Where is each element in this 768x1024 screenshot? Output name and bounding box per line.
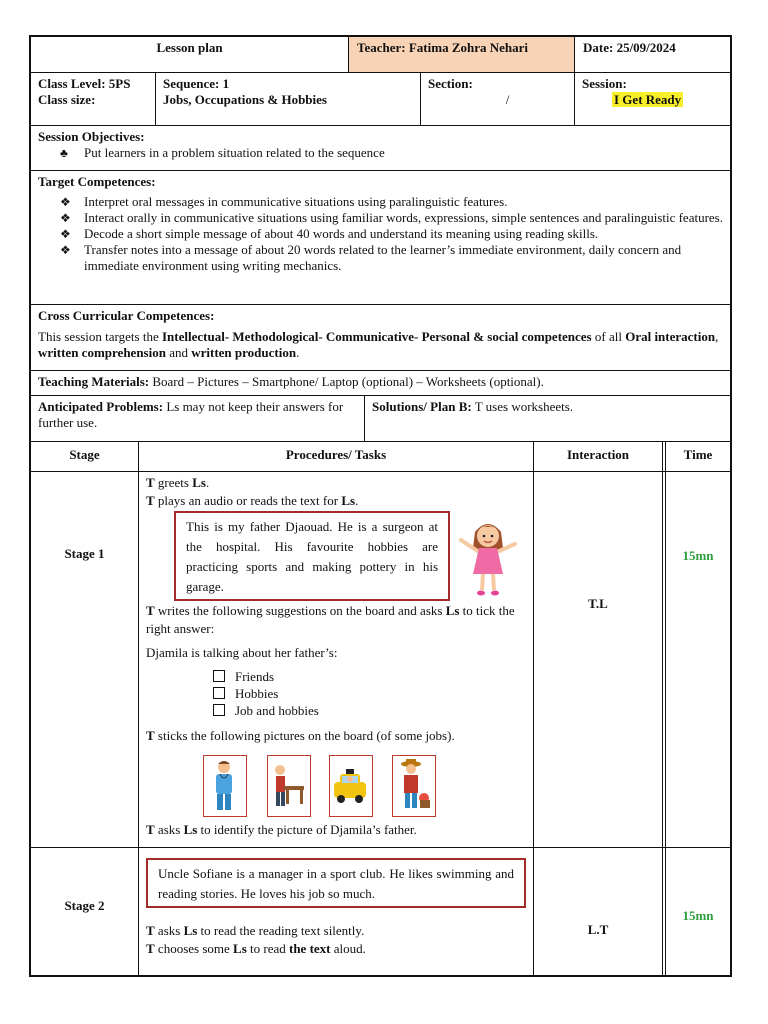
stage1-pictures-instruction: T sticks the following pictures on the board (of some jobs). [146, 728, 455, 743]
solutions-plan-b: Solutions/ Plan B: T uses worksheets. [364, 396, 730, 441]
objectives-heading: Session Objectives: [38, 129, 145, 144]
materials-row [31, 371, 730, 396]
section-cell [420, 73, 574, 125]
cross-curricular-row [31, 305, 730, 371]
class-level-cell [31, 73, 155, 125]
sequence-label: Sequence: 1 [163, 76, 230, 91]
objectives-row [31, 126, 730, 171]
option-job-and-hobbies[interactable]: Job and hobbies [213, 702, 319, 719]
class-info-row [31, 73, 730, 126]
cross-heading: Cross Curricular Competences: [38, 308, 215, 323]
list-item: ❖ Interpret oral messages in communicative situations using paralinguistic features. [60, 194, 508, 209]
girl-illustration [455, 514, 521, 600]
lesson-plan-title: Lesson plan [156, 40, 223, 55]
carpenter-picture [267, 755, 311, 817]
session-cell [574, 73, 730, 125]
stage2-time: 15mn [665, 848, 730, 977]
section-value: / [505, 92, 510, 107]
taxi-driver-picture [329, 755, 373, 817]
class-level: Class Level: 5PS [38, 76, 131, 91]
header-row [31, 37, 730, 73]
stage1-reading-text: This is my father Djaouad. He is a surgeon at the hospital. His favourite hobbies are practicing sports and making pottery in his garage. [174, 511, 450, 601]
anticipated-problems: Anticipated Problems: Ls may not keep their answers for further use. [38, 399, 344, 430]
diamond-bullet-icon: ❖ [60, 227, 71, 241]
stage2-interaction: L.T [533, 848, 663, 977]
table-head-row [31, 442, 730, 472]
stage2-procedures [138, 848, 533, 977]
stage1-row [31, 472, 730, 848]
checkbox-icon[interactable] [213, 670, 225, 682]
stage2-row [31, 848, 730, 977]
club-bullet-icon: ♣ [60, 146, 68, 160]
list-item: ❖ Decode a short simple message of about 40 words and understand its meaning using reading skills. [60, 226, 599, 241]
diamond-bullet-icon: ❖ [60, 195, 71, 209]
stage1-time: 15mn [665, 472, 730, 847]
sequence-title: Jobs, Occupations & Hobbies [163, 92, 327, 107]
competences-heading: Target Competences: [38, 174, 156, 189]
teaching-materials: Teaching Materials: Board – Pictures – Smartphone/ Laptop (optional) – Worksheets (optional). [38, 374, 544, 389]
sequence-cell [155, 73, 420, 125]
time-header: Time [665, 442, 730, 471]
stage2-reading-text: Uncle Sofiane is a manager in a sport club. He likes swimming and reading stories. He loves his job so much. [146, 858, 526, 908]
doctor-picture [203, 755, 247, 817]
list-item: ❖ Interact orally in communicative situations using familiar words, expressions, simple sentences and paralinguistic features. [60, 210, 723, 225]
problems-row [31, 396, 730, 442]
stage1-interaction: T.L [533, 472, 663, 847]
option-friends[interactable]: Friends [213, 668, 274, 685]
list-item: ♣ Put learners in a problem situation related to the sequence [60, 145, 385, 160]
diamond-bullet-icon: ❖ [60, 243, 71, 257]
stage1-instruction: T writes the following suggestions on the board and asks Ls to tick the right answer: [146, 603, 515, 636]
stage1-question: Djamila is talking about her father’s: [146, 645, 338, 660]
stage-header: Stage [69, 447, 100, 462]
stage1-identify-instruction: T asks Ls to identify the picture of Djamila’s father. [146, 822, 417, 837]
diamond-bullet-icon: ❖ [60, 211, 71, 225]
section-label: Section: [428, 76, 473, 91]
objectives-list [38, 145, 723, 161]
procedures-header: Procedures/ Tasks [138, 442, 533, 471]
stage1-procedures [138, 472, 533, 847]
session-value: I Get Ready [614, 92, 682, 107]
stage2-instructions: T asks Ls to read the reading text silently. T chooses some Ls to read the text aloud. [146, 923, 366, 956]
farmer-picture [392, 755, 436, 817]
option-hobbies[interactable]: Hobbies [213, 685, 278, 702]
competences-row [31, 171, 730, 305]
list-item: ❖ Transfer notes into a message of about 20 words related to the learner’s immediate environment, daily concern and immediate environment using writing mechanics. [60, 242, 682, 273]
lesson-plan-table [29, 35, 732, 977]
stage1-name: Stage 1 [64, 546, 105, 561]
stage2-name: Stage 2 [64, 898, 105, 913]
checkbox-icon[interactable] [213, 687, 225, 699]
checkbox-icon[interactable] [213, 704, 225, 716]
competences-list [38, 194, 723, 274]
class-size: Class size: [38, 92, 96, 107]
interaction-header: Interaction [533, 442, 663, 471]
cross-text: This session targets the Intellectual- Methodological- Communicative- Personal & social competences of all Oral interaction, written comprehension and written production. [38, 329, 719, 360]
lesson-date: Date: 25/09/2024 [574, 37, 730, 72]
stage1-intro: T greets Ls. T plays an audio or reads the text for Ls. [146, 475, 359, 508]
teacher-name: Teacher: Fatima Zohra Nehari [348, 37, 574, 72]
session-label: Session: [582, 76, 627, 91]
